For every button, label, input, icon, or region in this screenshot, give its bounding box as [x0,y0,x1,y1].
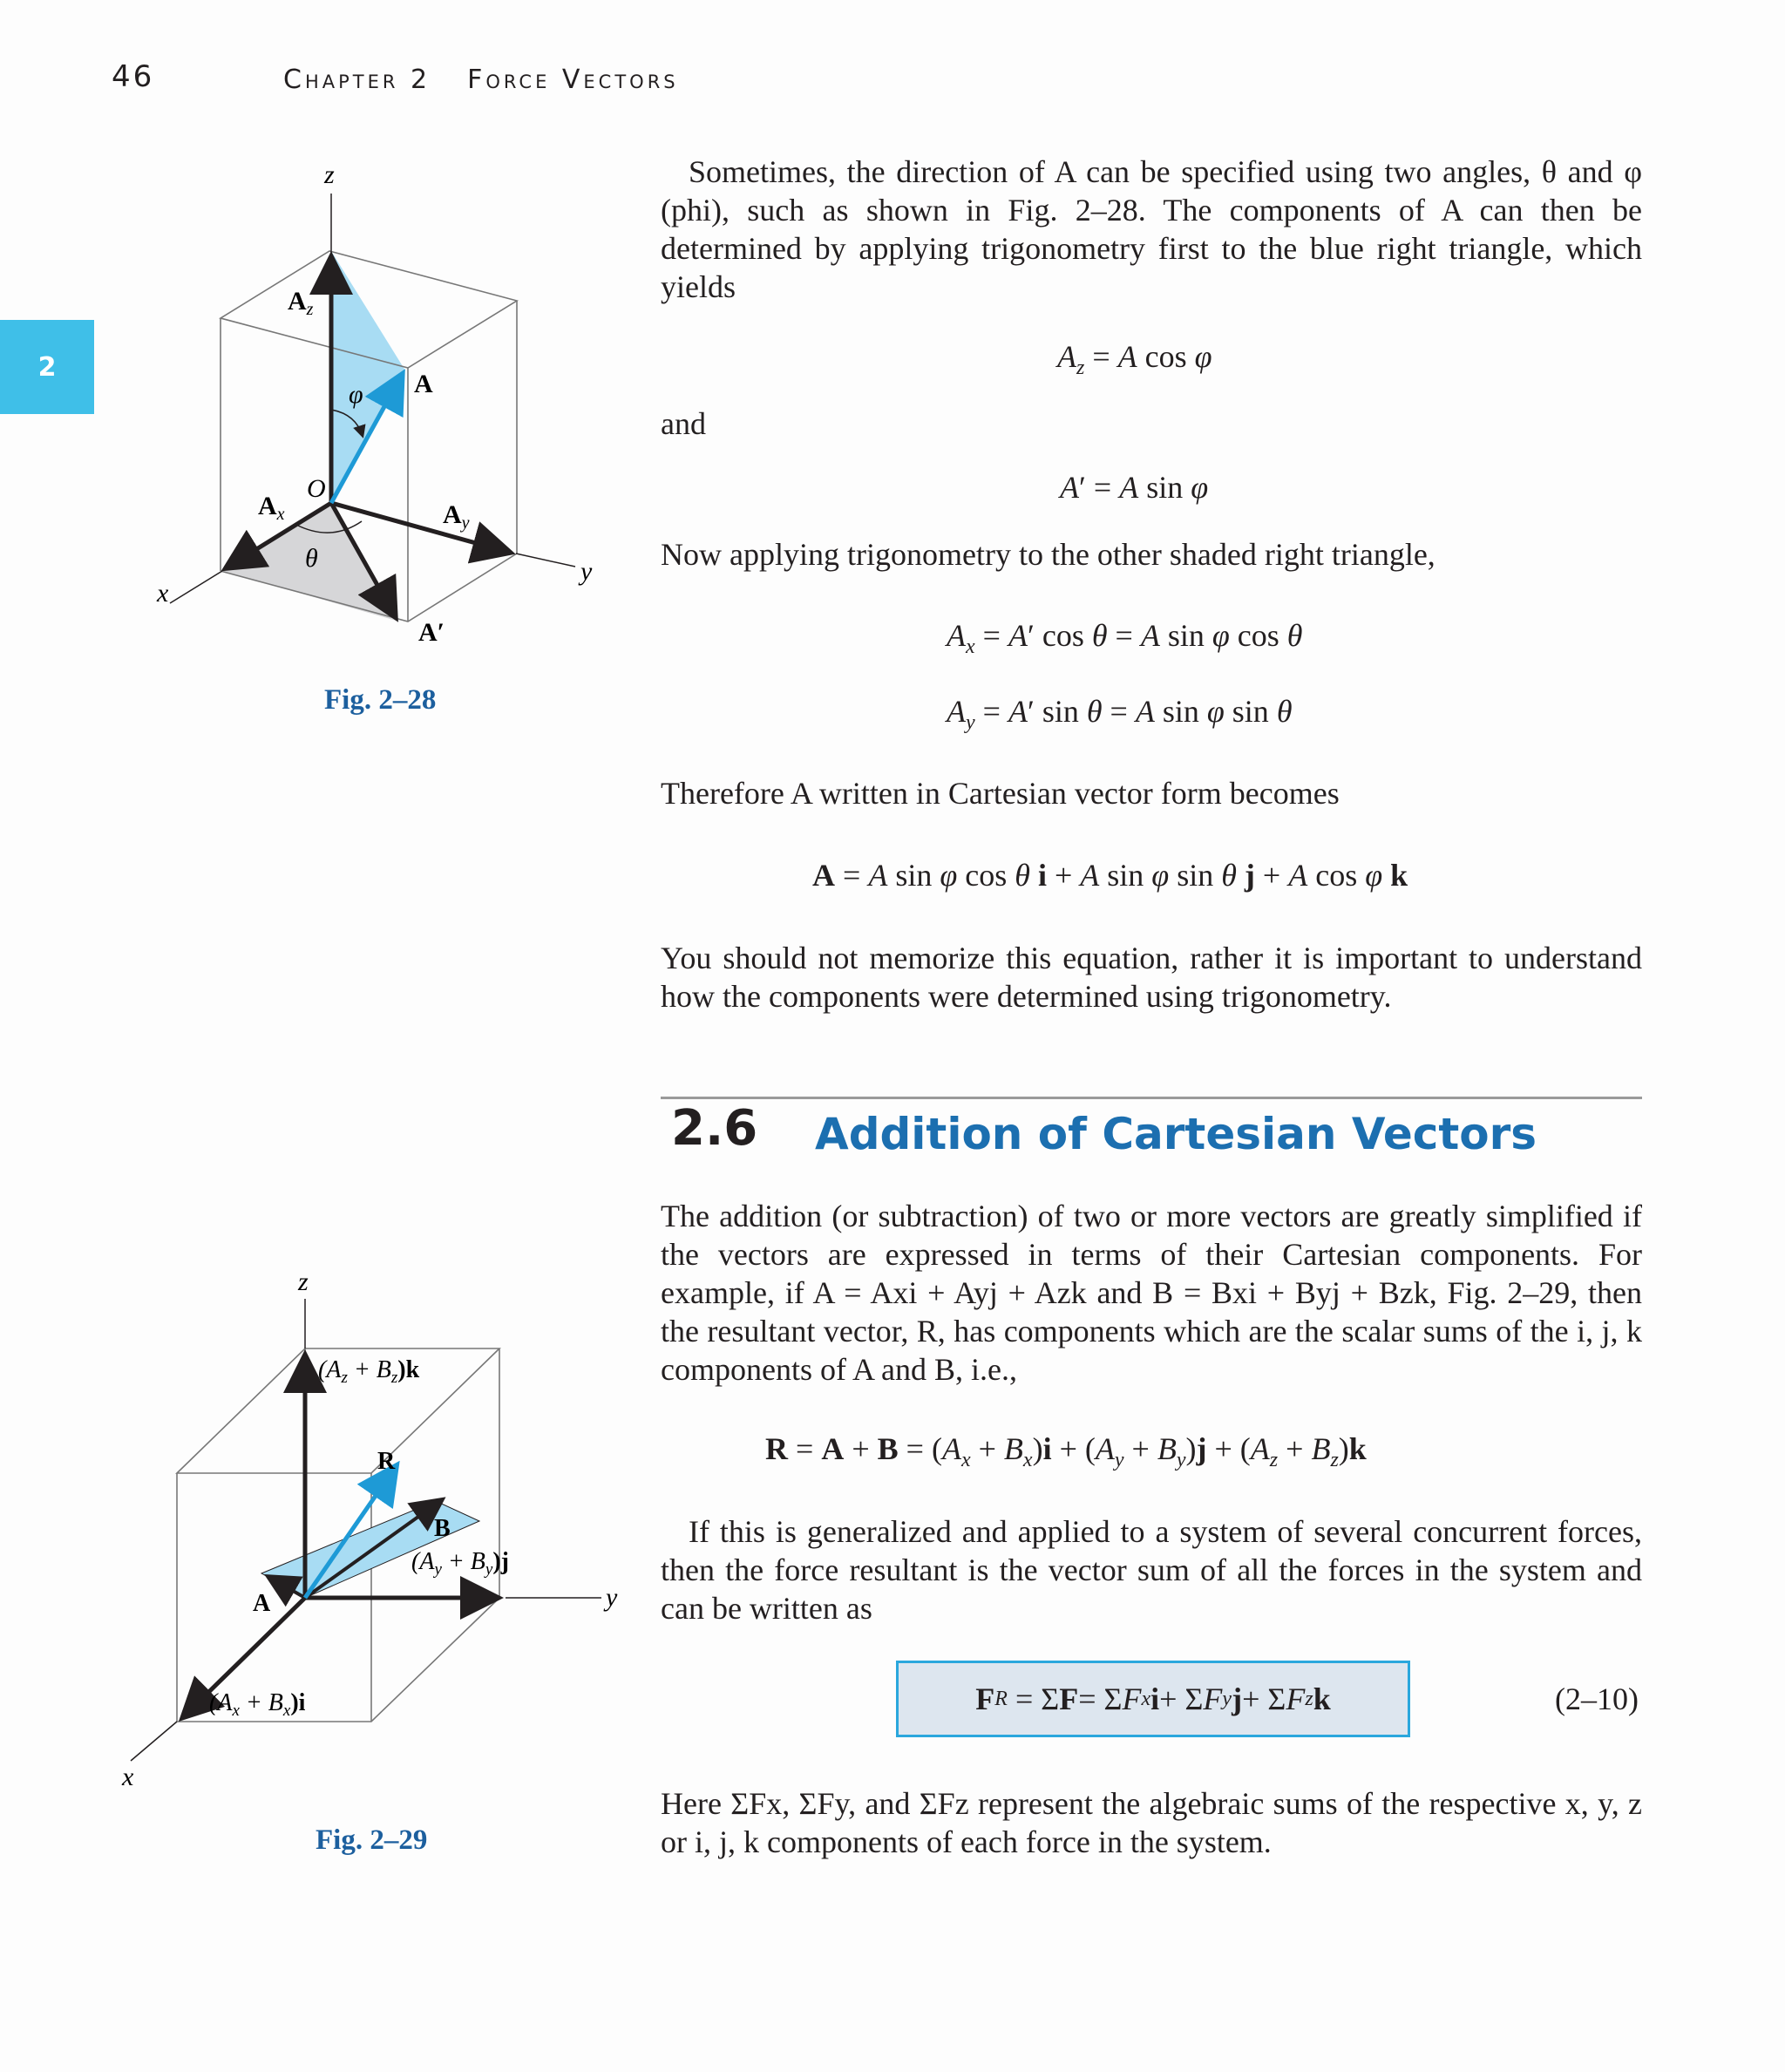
fig1-phi-label: φ [349,380,363,409]
fig1-origin-label: O [307,474,326,503]
paragraph-2: Now applying trigonometry to the other shaded right triangle, [661,537,1435,572]
fig1-ay-label: $A_y$ [443,500,470,533]
fig2-z-component-label: $(A_z + B_z)k$ [318,1356,420,1387]
section-number: 2.6 [671,1100,758,1157]
page-number: 46 [112,59,155,94]
chapter-title: Force Vectors [467,65,679,95]
fig2-a-label: A [253,1590,271,1617]
running-header [283,65,716,95]
fig2-z-label: z [298,1267,309,1296]
equation-az: $A_z = A$ cos φ [1057,339,1212,380]
fig2-b-label: B [434,1515,451,1542]
paragraph-3: Therefore A written in Cartesian vector form becomes [661,776,1340,811]
chapter-side-tab: 2 [0,320,94,414]
fig2-y-label: y [606,1583,618,1612]
fig1-az-label: $A_z$ [288,287,314,319]
fig2-r-label: R [377,1448,396,1475]
figure-2-28 [131,148,619,671]
fig1-theta-label: θ [305,544,318,573]
box-outline-2 [177,1348,499,1722]
fig2-x-component-label: $(A_x + B_x)i$ [209,1689,306,1720]
section-title: Addition of Cartesian Vectors [815,1109,1537,1159]
paragraph-5: The addition (or subtraction) of two or more vectors are greatly simplified if the vectors are expressed in terms of their Cartesian components. For example, if A = Axi + Ayj + Azk and B = Bxi + Byj + Bzk, Fig. 2–29, then the resultant vector, R, has components which are the scalar sums of the i, j, k components of A and B, i.e., [661,1199,1642,1387]
x-axis-2 [131,1722,177,1761]
equation-aprime: A′ = A sin φ [1060,470,1209,505]
chapter-label: Chapter 2 [283,65,431,95]
equation-resultant: $R = A + B = (A_x + B_x)i + (A_y + B_y)j + (A_z + B_z)k$ [765,1431,1367,1472]
ay-arrow [331,503,507,552]
fig2-y-component-label: $(A_y + B_y)j$ [411,1548,509,1579]
fig2-x-label: x [122,1763,134,1791]
equation-number: (2–10) [1555,1681,1639,1716]
paragraph-1: Sometimes, the direction of A can be specified using two angles, θ and φ (phi), such as shown in Fig. 2–28. The components of A can then be determined by applying trigonometry first to the blue right triangle, which yields [661,154,1642,304]
fig1-z-label: z [324,160,335,189]
fig1-a-label: A [414,370,433,398]
paragraph-6: If this is generalized and applied to a system of several concurrent forces, then the force resultant is the vector sum of all the forces in the system and can be written as [661,1514,1642,1626]
fig1-ax-label: $A_x$ [258,492,285,524]
equation-ay: $A_y = A'$ sin θ = A sin φ sin θ [947,694,1293,735]
blue-triangle [331,251,405,503]
equation-cartesian-a: A = A sin φ cos θ i + A sin φ sin θ j + A cos φ k [812,858,1408,893]
paragraph-4: You should not memorize this equation, rather it is important to understand how the components were determined using trigonometry. [661,941,1642,1014]
fig1-x-label: x [157,579,169,608]
fig-2-29-caption: Fig. 2–29 [316,1824,428,1856]
equation-ax: $A_x = A'$ cos θ = A sin φ cos θ [947,618,1303,659]
section-rule [661,1097,1642,1099]
x-axis [170,571,222,603]
boxed-equation-2-10: F R = Σ F = Σ F x i + Σ F y j + Σ F z k [896,1661,1410,1737]
fig-2-28-caption: Fig. 2–28 [324,684,437,716]
paragraph-7: Here ΣFx, ΣFy, and ΣFz represent the algebraic sums of the respective x, y, z or i, j, k components of each force in the system. [661,1786,1642,1859]
figure-2-29 [105,1255,645,1796]
and-text: and [661,406,706,441]
fig1-y-label: y [580,557,593,586]
fig1-aprime-label: A′ [418,618,445,647]
y-axis [516,554,575,567]
